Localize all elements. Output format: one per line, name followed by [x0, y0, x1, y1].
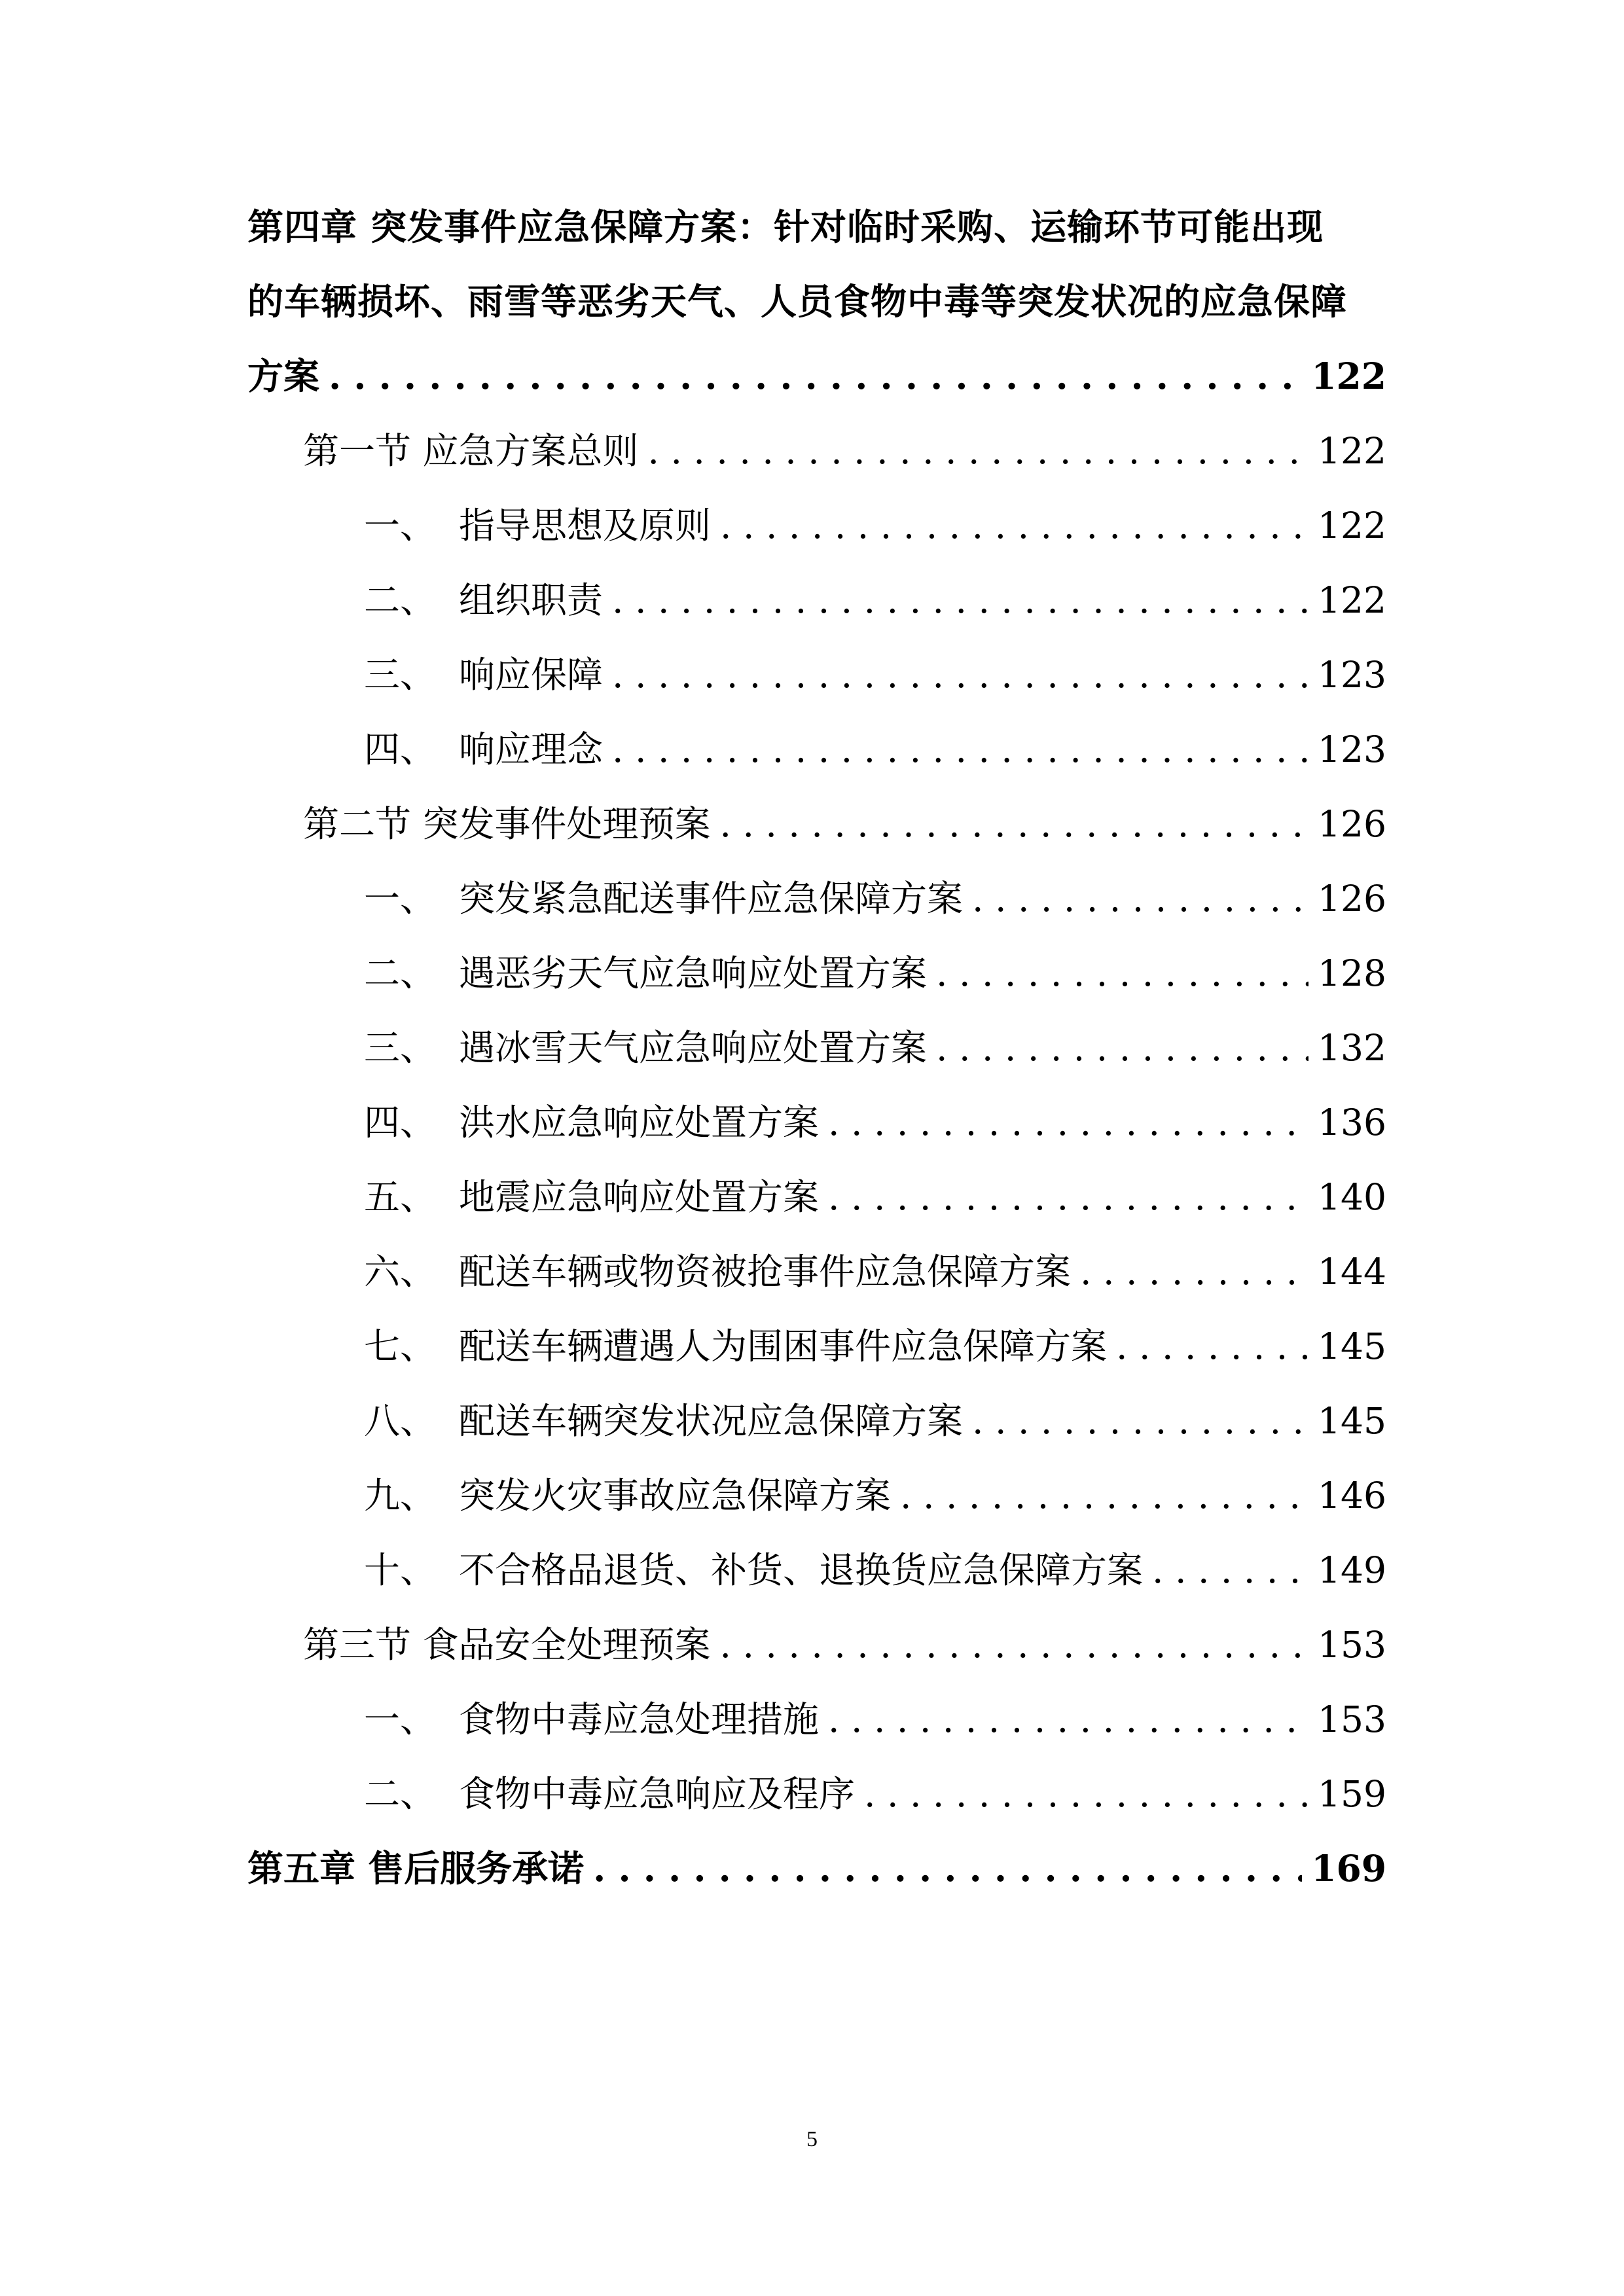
- section-1-page: 122: [1318, 430, 1386, 472]
- item-page: 123: [1318, 728, 1386, 770]
- item-number: 七、: [364, 1325, 437, 1367]
- item-number: 三、: [364, 1027, 437, 1069]
- item-page: 136: [1318, 1102, 1386, 1143]
- dot-leader: [864, 1757, 1308, 1831]
- item-page: 140: [1318, 1176, 1386, 1218]
- dot-leader: [719, 1607, 1308, 1682]
- item-page: 126: [1318, 878, 1386, 920]
- item-page: 122: [1318, 579, 1386, 621]
- item-number: 二、: [364, 1773, 437, 1815]
- toc-item[interactable]: [247, 1309, 1386, 1384]
- item-number: 一、: [364, 505, 437, 547]
- dot-leader: [972, 861, 1308, 936]
- section-3-page: 153: [1318, 1624, 1386, 1666]
- toc-item[interactable]: [247, 1682, 1386, 1757]
- item-label: 突发火灾事故应急保障方案: [459, 1475, 892, 1516]
- section-3-label: 第三节 食品安全处理预案: [303, 1624, 711, 1666]
- chapter-5-label: 第五章 售后服务承诺: [247, 1847, 585, 1890]
- toc-item[interactable]: [247, 936, 1386, 1011]
- toc-item[interactable]: [247, 1533, 1386, 1607]
- item-label: 遇冰雪天气应急响应处置方案: [459, 1027, 928, 1069]
- item-label: 突发紧急配送事件应急保障方案: [459, 878, 964, 920]
- dot-leader: [719, 787, 1308, 861]
- toc-item[interactable]: [247, 563, 1386, 637]
- chapter-4-title-line-3: 方案: [247, 355, 320, 397]
- item-page: 145: [1318, 1325, 1386, 1367]
- section-3-entry[interactable]: [247, 1607, 1386, 1682]
- section-2-entry[interactable]: [247, 787, 1386, 861]
- item-number: 二、: [364, 579, 437, 621]
- chapter-5-entry[interactable]: [247, 1831, 1386, 1906]
- dot-leader: [1152, 1533, 1308, 1607]
- item-label: 配送车辆突发状况应急保障方案: [459, 1400, 964, 1442]
- dot-leader: [972, 1384, 1308, 1458]
- item-page: 144: [1318, 1251, 1386, 1293]
- item-label: 不合格品退货、补货、退换货应急保障方案: [459, 1549, 1144, 1591]
- item-page: 159: [1318, 1773, 1386, 1815]
- item-number: 九、: [364, 1475, 437, 1516]
- item-number: 十、: [364, 1549, 437, 1591]
- chapter-4-page: 122: [1311, 355, 1386, 397]
- item-page: 128: [1318, 952, 1386, 994]
- dot-leader: [828, 1160, 1308, 1234]
- item-label: 响应理念: [459, 728, 604, 770]
- page-number: 5: [806, 2127, 818, 2151]
- item-label: 食物中毒应急处理措施: [459, 1698, 820, 1740]
- section-1-entry[interactable]: [247, 414, 1386, 488]
- item-label: 遇恶劣天气应急响应处置方案: [459, 952, 928, 994]
- item-number: 四、: [364, 1102, 437, 1143]
- item-number: 六、: [364, 1251, 437, 1293]
- dot-leader: [612, 563, 1308, 637]
- toc-item[interactable]: [247, 488, 1386, 563]
- toc-item[interactable]: [247, 1085, 1386, 1160]
- toc-item[interactable]: [247, 1160, 1386, 1234]
- section-2-page: 126: [1318, 803, 1386, 845]
- chapter-5-page: 169: [1311, 1847, 1386, 1890]
- dot-leader: [936, 1011, 1308, 1085]
- item-label: 地震应急响应处置方案: [459, 1176, 820, 1218]
- dot-leader: [1080, 1234, 1308, 1309]
- dot-leader: [936, 936, 1308, 1011]
- toc-item[interactable]: [247, 1234, 1386, 1309]
- item-number: 二、: [364, 952, 437, 994]
- item-label: 洪水应急响应处置方案: [459, 1102, 820, 1143]
- section-2-label: 第二节 突发事件处理预案: [303, 803, 711, 845]
- toc-item[interactable]: [247, 637, 1386, 712]
- toc-item[interactable]: [247, 1384, 1386, 1458]
- item-number: 一、: [364, 1698, 437, 1740]
- dot-leader: [593, 1831, 1302, 1906]
- section-1-label: 第一节 应急方案总则: [303, 430, 639, 472]
- dot-leader: [1116, 1309, 1308, 1384]
- table-of-contents: [247, 190, 1386, 1906]
- dot-leader: [612, 712, 1308, 787]
- item-label: 响应保障: [459, 654, 604, 696]
- dot-leader: [900, 1458, 1308, 1533]
- item-page: 145: [1318, 1400, 1386, 1442]
- toc-item[interactable]: [247, 1011, 1386, 1085]
- item-label: 指导思想及原则: [459, 505, 712, 547]
- item-page: 122: [1318, 505, 1386, 547]
- item-label: 食物中毒应急响应及程序: [459, 1773, 856, 1815]
- dot-leader: [647, 414, 1308, 488]
- chapter-4-title-line-2[interactable]: 的车辆损坏、雨雪等恶劣天气、人员食物中毒等突发状况的应急保障: [247, 280, 1348, 323]
- dot-leader: [828, 1682, 1308, 1757]
- item-page: 153: [1318, 1698, 1386, 1740]
- dot-leader: [329, 339, 1302, 414]
- item-page: 146: [1318, 1475, 1386, 1516]
- dot-leader: [828, 1085, 1308, 1160]
- toc-item[interactable]: [247, 1458, 1386, 1533]
- dot-leader: [612, 637, 1308, 712]
- item-number: 一、: [364, 878, 437, 920]
- toc-item[interactable]: [247, 712, 1386, 787]
- item-page: 132: [1318, 1027, 1386, 1069]
- item-number: 三、: [364, 654, 437, 696]
- item-label: 配送车辆或物资被抢事件应急保障方案: [459, 1251, 1072, 1293]
- item-number: 五、: [364, 1176, 437, 1218]
- chapter-4-title-line-1[interactable]: 第四章 突发事件应急保障方案：针对临时采购、运输环节可能出现: [247, 206, 1324, 248]
- item-number: 八、: [364, 1400, 437, 1442]
- dot-leader: [720, 488, 1308, 563]
- toc-item[interactable]: [247, 861, 1386, 936]
- item-page: 123: [1318, 654, 1386, 696]
- chapter-4-entry[interactable]: [247, 339, 1386, 414]
- item-number: 四、: [364, 728, 437, 770]
- item-page: 149: [1318, 1549, 1386, 1591]
- item-label: 组织职责: [459, 579, 604, 621]
- item-label: 配送车辆遭遇人为围困事件应急保障方案: [459, 1325, 1108, 1367]
- toc-item[interactable]: [247, 1757, 1386, 1831]
